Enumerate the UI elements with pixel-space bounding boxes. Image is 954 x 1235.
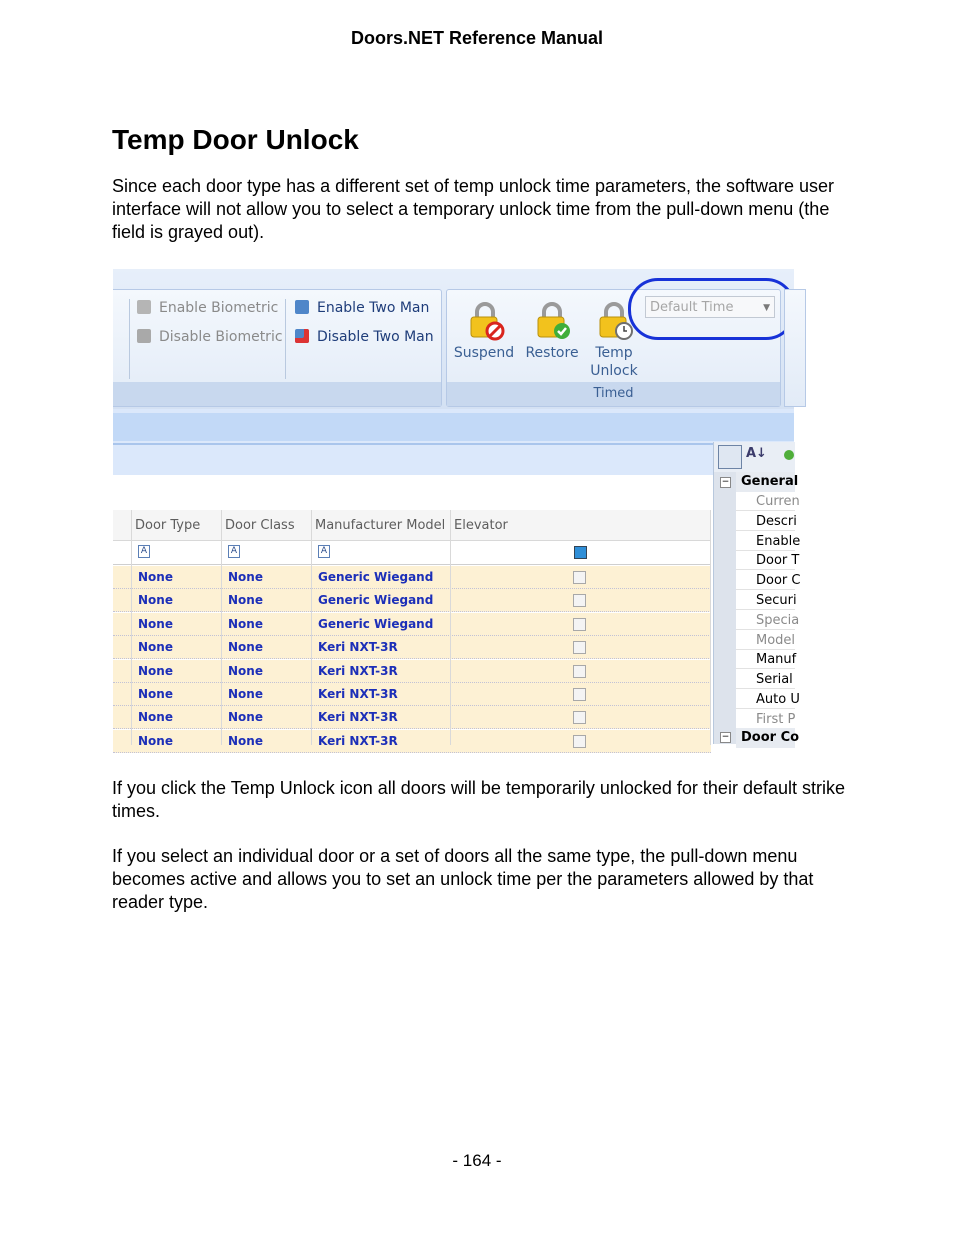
group-bar-band: [113, 413, 794, 441]
categorized-view-icon[interactable]: [718, 445, 742, 469]
table-row[interactable]: [113, 589, 711, 612]
filter-icon[interactable]: A: [228, 545, 240, 558]
two-man-icon: [295, 300, 309, 314]
ribbon-group-next: [784, 289, 806, 407]
suspend-lock-icon[interactable]: [465, 301, 505, 341]
filter-checkbox[interactable]: [574, 546, 587, 559]
highlight-circle: [628, 278, 796, 340]
property-item[interactable]: Enable: [736, 532, 795, 551]
elevator-checkbox[interactable]: [573, 711, 586, 724]
grid-filter-row: [113, 541, 711, 565]
column-divider: [710, 510, 711, 745]
cell-door-type: None: [138, 640, 173, 655]
collapse-icon[interactable]: −: [721, 732, 730, 742]
table-row[interactable]: [113, 730, 711, 753]
disable-two-man-button[interactable]: [295, 329, 434, 345]
cell-door-class: None: [228, 710, 263, 725]
property-item[interactable]: Descri: [736, 512, 795, 531]
property-item[interactable]: Auto U: [736, 690, 795, 709]
cell-door-type: None: [138, 687, 173, 701]
cell-door-type: None: [138, 710, 173, 725]
properties-toolbar: [714, 442, 795, 472]
property-item[interactable]: Securi: [736, 591, 795, 610]
cell-manufacturer-model: Keri NXT-3R: [318, 710, 398, 725]
property-item[interactable]: Serial: [736, 670, 795, 689]
elevator-checkbox[interactable]: [573, 688, 586, 701]
table-row[interactable]: [113, 566, 711, 589]
chevron-down-icon: ▼: [763, 303, 770, 313]
disable-biometric-label: Disable Biometric: [159, 329, 283, 345]
sort-alphabetical-icon[interactable]: A↓: [746, 446, 767, 461]
cell-manufacturer-model: Keri NXT-3R: [318, 663, 398, 678]
restore-lock-icon[interactable]: [532, 301, 572, 341]
grid-group-bar: [113, 409, 794, 475]
cell-door-class: None: [228, 593, 263, 608]
cell-door-type: None: [138, 570, 173, 584]
cell-manufacturer-model: Generic Wiegand: [318, 570, 434, 584]
cell-manufacturer-model: Generic Wiegand: [318, 616, 434, 631]
default-time-value: Default Time: [650, 300, 734, 315]
column-divider: [221, 510, 222, 745]
fingerprint-disable-icon: [137, 329, 151, 343]
property-item[interactable]: Door T: [736, 551, 795, 570]
two-man-disable-icon: [295, 329, 309, 343]
property-category-general[interactable]: General: [736, 472, 795, 492]
enable-biometric-button[interactable]: [137, 300, 278, 316]
table-row[interactable]: [113, 706, 711, 729]
column-divider: [450, 510, 451, 745]
column-header-door-class[interactable]: Door Class: [225, 518, 295, 533]
property-item[interactable]: Manuf: [736, 650, 795, 669]
doors-grid: [113, 510, 711, 748]
disable-biometric-button[interactable]: [137, 329, 283, 345]
temp-unlock-label-line1[interactable]: Temp: [595, 345, 633, 361]
running-header: Doors.NET Reference Manual: [350, 28, 604, 48]
elevator-checkbox[interactable]: [573, 641, 586, 654]
temp-unlock-label-line2[interactable]: Unlock: [590, 363, 638, 379]
timed-group-label: Timed: [447, 382, 780, 406]
disable-two-man-label: Disable Two Man: [317, 329, 434, 345]
page-number: - 164 -: [452, 1151, 502, 1170]
cell-door-type: None: [138, 663, 173, 678]
enable-biometric-label: Enable Biometric: [159, 300, 279, 316]
elevator-checkbox[interactable]: [573, 665, 586, 678]
cell-manufacturer-model: Keri NXT-3R: [318, 687, 398, 701]
elevator-checkbox[interactable]: [573, 571, 586, 584]
ribbon-group-footer: [113, 382, 441, 406]
column-header-door-type[interactable]: Door Type: [135, 518, 201, 533]
cell-door-class: None: [228, 570, 263, 584]
property-item[interactable]: First P: [736, 710, 795, 729]
elevator-checkbox[interactable]: [573, 735, 586, 748]
elevator-checkbox[interactable]: [573, 618, 586, 631]
cell-door-class: None: [228, 616, 263, 631]
ribbon-separator: [285, 299, 286, 379]
table-row[interactable]: [113, 613, 711, 636]
property-item[interactable]: Specia: [736, 611, 795, 630]
restore-label[interactable]: Restore: [525, 345, 579, 361]
cell-door-class: None: [228, 640, 263, 655]
column-header-manufacturer-model[interactable]: Manufacturer Model: [315, 518, 446, 533]
properties-panel: [713, 442, 801, 745]
cell-door-type: None: [138, 733, 173, 748]
cell-manufacturer-model: Keri NXT-3R: [318, 733, 398, 748]
property-item[interactable]: Door C: [736, 571, 795, 590]
filter-icon[interactable]: A: [138, 545, 150, 558]
cell-door-class: None: [228, 663, 263, 678]
cell-manufacturer-model: Generic Wiegand: [318, 593, 434, 608]
paragraph-select-door: If you select an individual door or a set of doors all the same type, the pull-down menu becomes active and allows you to set an unlock time per the parameters allowed by that reader type.: [112, 846, 814, 912]
collapse-icon[interactable]: −: [721, 477, 730, 487]
cell-manufacturer-model: Keri NXT-3R: [318, 640, 398, 655]
column-header-elevator[interactable]: Elevator: [454, 518, 508, 533]
properties-gutter: [714, 472, 736, 744]
cell-door-class: None: [228, 687, 263, 701]
enable-two-man-label: Enable Two Man: [317, 300, 430, 316]
status-icon: [784, 450, 794, 460]
cell-door-class: None: [228, 733, 263, 748]
ribbon: [113, 269, 794, 409]
table-row[interactable]: [113, 660, 711, 683]
suspend-label[interactable]: Suspend: [453, 345, 515, 361]
cell-door-type: None: [138, 616, 173, 631]
enable-two-man-button[interactable]: [295, 300, 429, 316]
table-row[interactable]: [113, 683, 711, 706]
column-divider: [131, 510, 132, 745]
property-category-next[interactable]: Door Co: [736, 728, 795, 748]
table-row[interactable]: [113, 636, 711, 659]
grid-header: [113, 510, 711, 541]
paragraph-temp-unlock: If you click the Temp Unlock icon all doors will be temporarily unlocked for their default strike times.: [112, 778, 845, 821]
property-item[interactable]: Model: [736, 631, 795, 650]
fingerprint-icon: [137, 300, 151, 314]
column-divider: [311, 510, 312, 745]
temp-unlock-screenshot: [113, 269, 801, 748]
property-item[interactable]: Curren: [736, 492, 795, 511]
cell-door-type: None: [138, 593, 173, 608]
ribbon-separator: [129, 299, 130, 379]
page-title: Temp Door Unlock: [112, 124, 359, 155]
intro-paragraph: Since each door type has a different set of temp unlock time parameters, the software user interface will not allow you to select a temporary unlock time from the pull-down menu (the field is grayed out).: [112, 176, 835, 242]
elevator-checkbox[interactable]: [573, 594, 586, 607]
filter-icon[interactable]: A: [318, 545, 330, 558]
group-bar-divider: [113, 443, 794, 445]
